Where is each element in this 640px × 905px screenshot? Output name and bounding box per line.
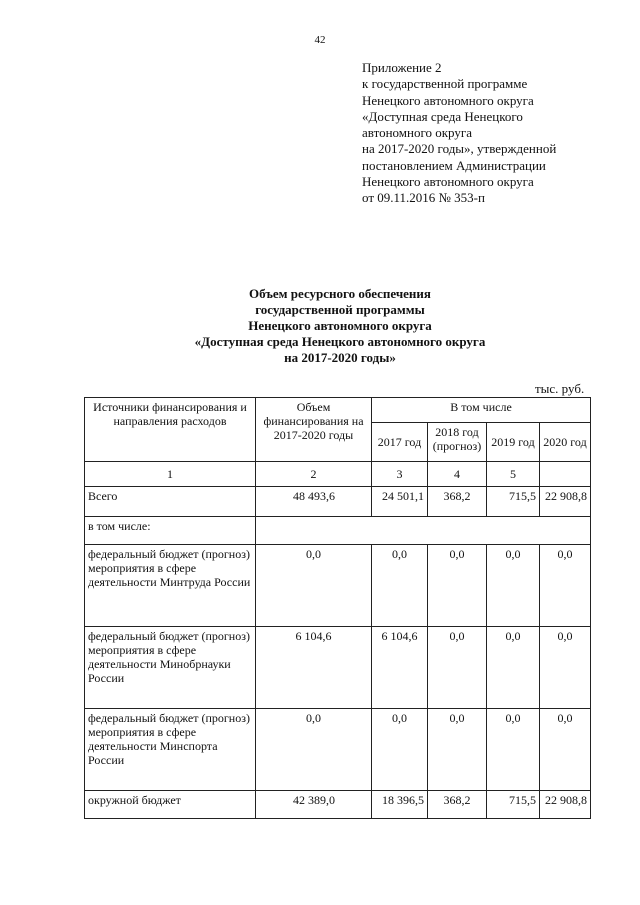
table-row <box>85 545 591 627</box>
value-cell: 24 501,1 <box>372 487 428 517</box>
page-number: 42 <box>314 34 326 46</box>
value-cell: 6 104,6 <box>256 627 372 709</box>
value-cell: 48 493,6 <box>256 487 372 517</box>
index-cell: 5 <box>487 462 540 487</box>
value-cell: 0,0 <box>256 545 372 627</box>
title-line: Ненецкого автономного округа <box>248 318 432 333</box>
value-cell: 368,2 <box>428 487 487 517</box>
table-row <box>85 791 591 819</box>
empty-cell <box>256 517 591 545</box>
appendix-line: Ненецкого автономного округа <box>362 174 534 190</box>
value-cell: 0,0 <box>540 627 591 709</box>
appendix-line: постановлением Администрации <box>362 157 546 173</box>
appendix-line: от 09.11.2016 № 353-п <box>362 190 485 206</box>
appendix-block <box>362 60 612 207</box>
appendix-line: к государственной программе <box>362 76 528 92</box>
units-label: тыс. руб. <box>535 381 585 396</box>
appendix-line: автономного округа <box>362 125 472 141</box>
appendix-line: Ненецкого автономного округа <box>362 92 534 108</box>
header-2018: 2018 год (прогноз) <box>428 423 487 462</box>
document-title <box>0 286 640 366</box>
value-cell: 0,0 <box>487 545 540 627</box>
value-cell: 0,0 <box>487 627 540 709</box>
row-label: федеральный бюджет (прогноз) мероприятия в сфере деятельности Минспорта России <box>85 709 256 791</box>
table-header-row <box>85 398 591 423</box>
index-cell: 3 <box>372 462 428 487</box>
title-line: «Доступная среда Ненецкого автономного округа <box>194 334 486 349</box>
header-including: В том числе <box>372 398 591 423</box>
value-cell: 22 908,8 <box>540 791 591 819</box>
title-line: государственной программы <box>255 302 425 317</box>
value-cell: 0,0 <box>256 709 372 791</box>
header-2017: 2017 год <box>372 423 428 462</box>
table-row <box>85 487 591 517</box>
title-line: Объем ресурсного обеспечения <box>249 286 431 301</box>
row-label: в том числе: <box>85 517 256 545</box>
appendix-line: на 2017-2020 годы», утвержденной <box>362 141 557 157</box>
appendix-line: «Доступная среда Ненецкого <box>362 108 523 124</box>
value-cell: 0,0 <box>487 709 540 791</box>
value-cell: 0,0 <box>540 709 591 791</box>
value-cell: 0,0 <box>428 709 487 791</box>
index-row <box>85 462 591 487</box>
header-volume: Объем финансирования на 2017-2020 годы <box>256 398 372 462</box>
title-line: на 2017-2020 годы» <box>284 350 396 365</box>
funding-table <box>84 397 591 819</box>
header-2020: 2020 год <box>540 423 591 462</box>
value-cell: 0,0 <box>372 709 428 791</box>
table-row <box>85 517 591 545</box>
value-cell: 18 396,5 <box>372 791 428 819</box>
appendix-line: Приложение 2 <box>362 60 442 75</box>
row-label: Всего <box>85 487 256 517</box>
row-label: федеральный бюджет (прогноз) мероприятия в сфере деятельности Минобрнауки России <box>85 627 256 709</box>
index-cell: 4 <box>428 462 487 487</box>
row-label: окружной бюджет <box>85 791 256 819</box>
table-row <box>85 627 591 709</box>
value-cell: 0,0 <box>372 545 428 627</box>
index-cell: 2 <box>256 462 372 487</box>
value-cell: 42 389,0 <box>256 791 372 819</box>
value-cell: 715,5 <box>487 487 540 517</box>
index-cell: 1 <box>85 462 256 487</box>
header-source: Источники финансирования и направления расходов <box>85 398 256 462</box>
index-cell <box>540 462 591 487</box>
value-cell: 0,0 <box>428 545 487 627</box>
value-cell: 0,0 <box>540 545 591 627</box>
value-cell: 715,5 <box>487 791 540 819</box>
header-2019: 2019 год <box>487 423 540 462</box>
table-row <box>85 709 591 791</box>
value-cell: 6 104,6 <box>372 627 428 709</box>
value-cell: 22 908,8 <box>540 487 591 517</box>
row-label: федеральный бюджет (прогноз) мероприятия в сфере деятельности Минтруда России <box>85 545 256 627</box>
value-cell: 0,0 <box>428 627 487 709</box>
value-cell: 368,2 <box>428 791 487 819</box>
